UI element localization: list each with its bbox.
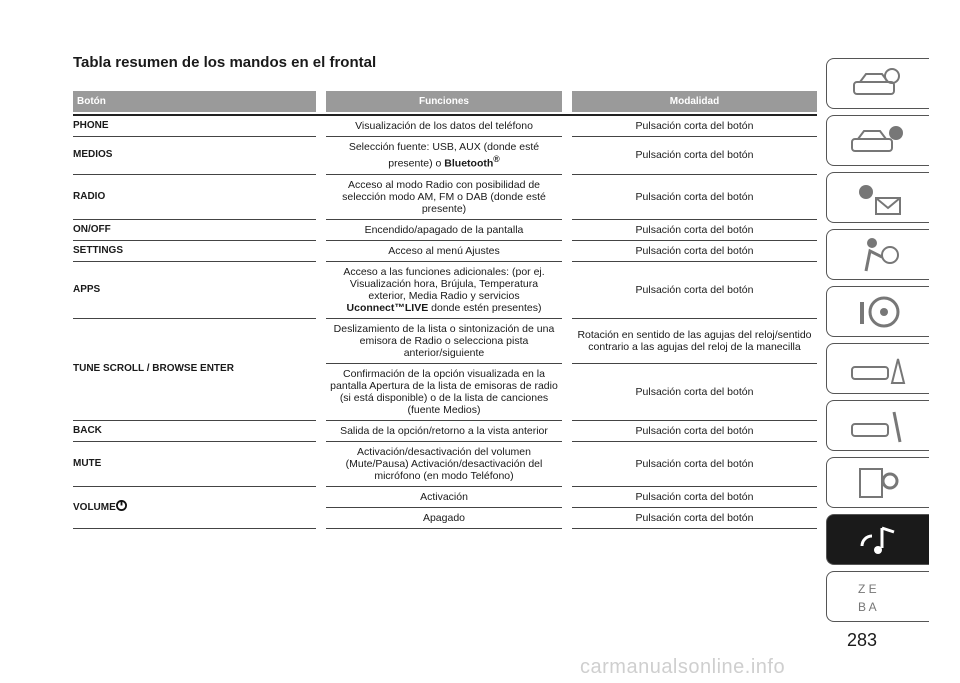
tab-multimedia[interactable] [826, 514, 929, 565]
button-name: ON/OFF [73, 219, 316, 240]
tab-technical-data[interactable] [826, 457, 929, 508]
list-gear-icon [848, 463, 908, 503]
header-mode: Modalidad [572, 91, 817, 112]
button-name: MEDIOS [73, 137, 316, 175]
mode-text: Rotación en sentido de las agujas del reloj/sentido contrario a las agujas del reloj de la manecilla [572, 318, 817, 363]
mode-text: Pulsación corta del botón [572, 486, 817, 507]
function-text: Acceso al menú Ajustes [326, 240, 562, 261]
tab-index[interactable] [826, 571, 929, 622]
function-text: Activación/desactivación del volumen (Mute/Pausa) Activación/desactivación del micrófono (en modo Teléfono) [326, 441, 562, 486]
mode-text: Pulsación corta del botón [572, 363, 817, 420]
tab-driving[interactable] [826, 286, 929, 337]
lights-envelope-icon [848, 178, 908, 218]
mode-text: Pulsación corta del botón [572, 219, 817, 240]
watermark-text: carmanualsonline.info [580, 656, 786, 678]
airbag-person-icon [848, 235, 908, 275]
tab-safety[interactable] [826, 229, 929, 280]
header-functions: Funciones [326, 91, 562, 112]
mode-text: Pulsación corta del botón [572, 507, 817, 528]
mode-text: Pulsación corta del botón [572, 420, 817, 441]
function-text: Deslizamiento de la lista o sintonización de una emisora de Radio o selecciona pista anterior/siguiente [326, 318, 562, 363]
function-text: Confirmación de la opción visualizada en la pantalla Apertura de la lista de emisoras de radio (si está disponible) o de la lista de canciones (fuente Medios) [326, 363, 562, 420]
tab-car-search[interactable] [826, 58, 929, 109]
car-hazard-icon [848, 349, 908, 389]
table-row [73, 240, 817, 261]
function-text: Activación [326, 486, 562, 507]
table-header [73, 91, 817, 112]
table-row [73, 137, 817, 175]
button-name: MUTE [73, 441, 316, 486]
svg-text:B A: B A [858, 599, 877, 614]
tab-car-info[interactable] [826, 115, 929, 166]
controls-table [73, 91, 817, 529]
car-wrench-icon [848, 406, 908, 446]
function-text: Salida de la opción/retorno a la vista anterior [326, 420, 562, 441]
car-search-icon [848, 64, 908, 104]
button-name: SETTINGS [73, 240, 316, 261]
mode-text: Pulsación corta del botón [572, 441, 817, 486]
function-text: Visualización de los datos del teléfono [326, 115, 562, 137]
media-music-icon [848, 520, 908, 560]
alphabet-index-icon [848, 577, 908, 617]
function-text: Apagado [326, 507, 562, 528]
button-name: TUNE SCROLL / BROWSE ENTER [73, 318, 316, 420]
svg-text:Z E: Z E [858, 581, 877, 596]
table-row [73, 486, 817, 507]
function-text: Acceso al modo Radio con posibilidad de selección modo AM, FM o DAB (donde esté presente) [326, 174, 562, 219]
header-button: Botón [73, 91, 316, 112]
tab-emergency[interactable] [826, 343, 929, 394]
mode-text: Pulsación corta del botón [572, 137, 817, 175]
function-text: Encendido/apagado de la pantalla [326, 219, 562, 240]
button-name: VOLUME [73, 486, 316, 528]
table-row [73, 219, 817, 240]
table-row [73, 115, 817, 137]
tab-lights-message[interactable] [826, 172, 929, 223]
mode-text: Pulsación corta del botón [572, 240, 817, 261]
steering-wheel-icon [848, 292, 908, 332]
car-info-icon [848, 121, 908, 161]
button-name: PHONE [73, 115, 316, 137]
button-name: BACK [73, 420, 316, 441]
page-number: 283 [847, 630, 878, 650]
tab-maintenance[interactable] [826, 400, 929, 451]
table-row [73, 420, 817, 441]
table-row [73, 174, 817, 219]
chapter-tabs [826, 58, 930, 628]
mode-text: Pulsación corta del botón [572, 174, 817, 219]
button-name: RADIO [73, 174, 316, 219]
mode-text: Pulsación corta del botón [572, 261, 817, 318]
table-row [73, 318, 817, 363]
page-title: Tabla resumen de los mandos en el frontal [73, 54, 377, 71]
function-text: Acceso a las funciones adicionales: (por ej. Visualización hora, Brújula, Temperatura exterior, Media Radio y servicios Uconnect™LIVE donde estén presentes) [326, 261, 562, 318]
power-knob-icon [116, 500, 127, 511]
table-row [73, 261, 817, 318]
button-name: APPS [73, 261, 316, 318]
mode-text: Pulsación corta del botón [572, 115, 817, 137]
function-text: Selección fuente: USB, AUX (donde esté presente) o Bluetooth® [326, 137, 562, 175]
table-row [73, 441, 817, 486]
